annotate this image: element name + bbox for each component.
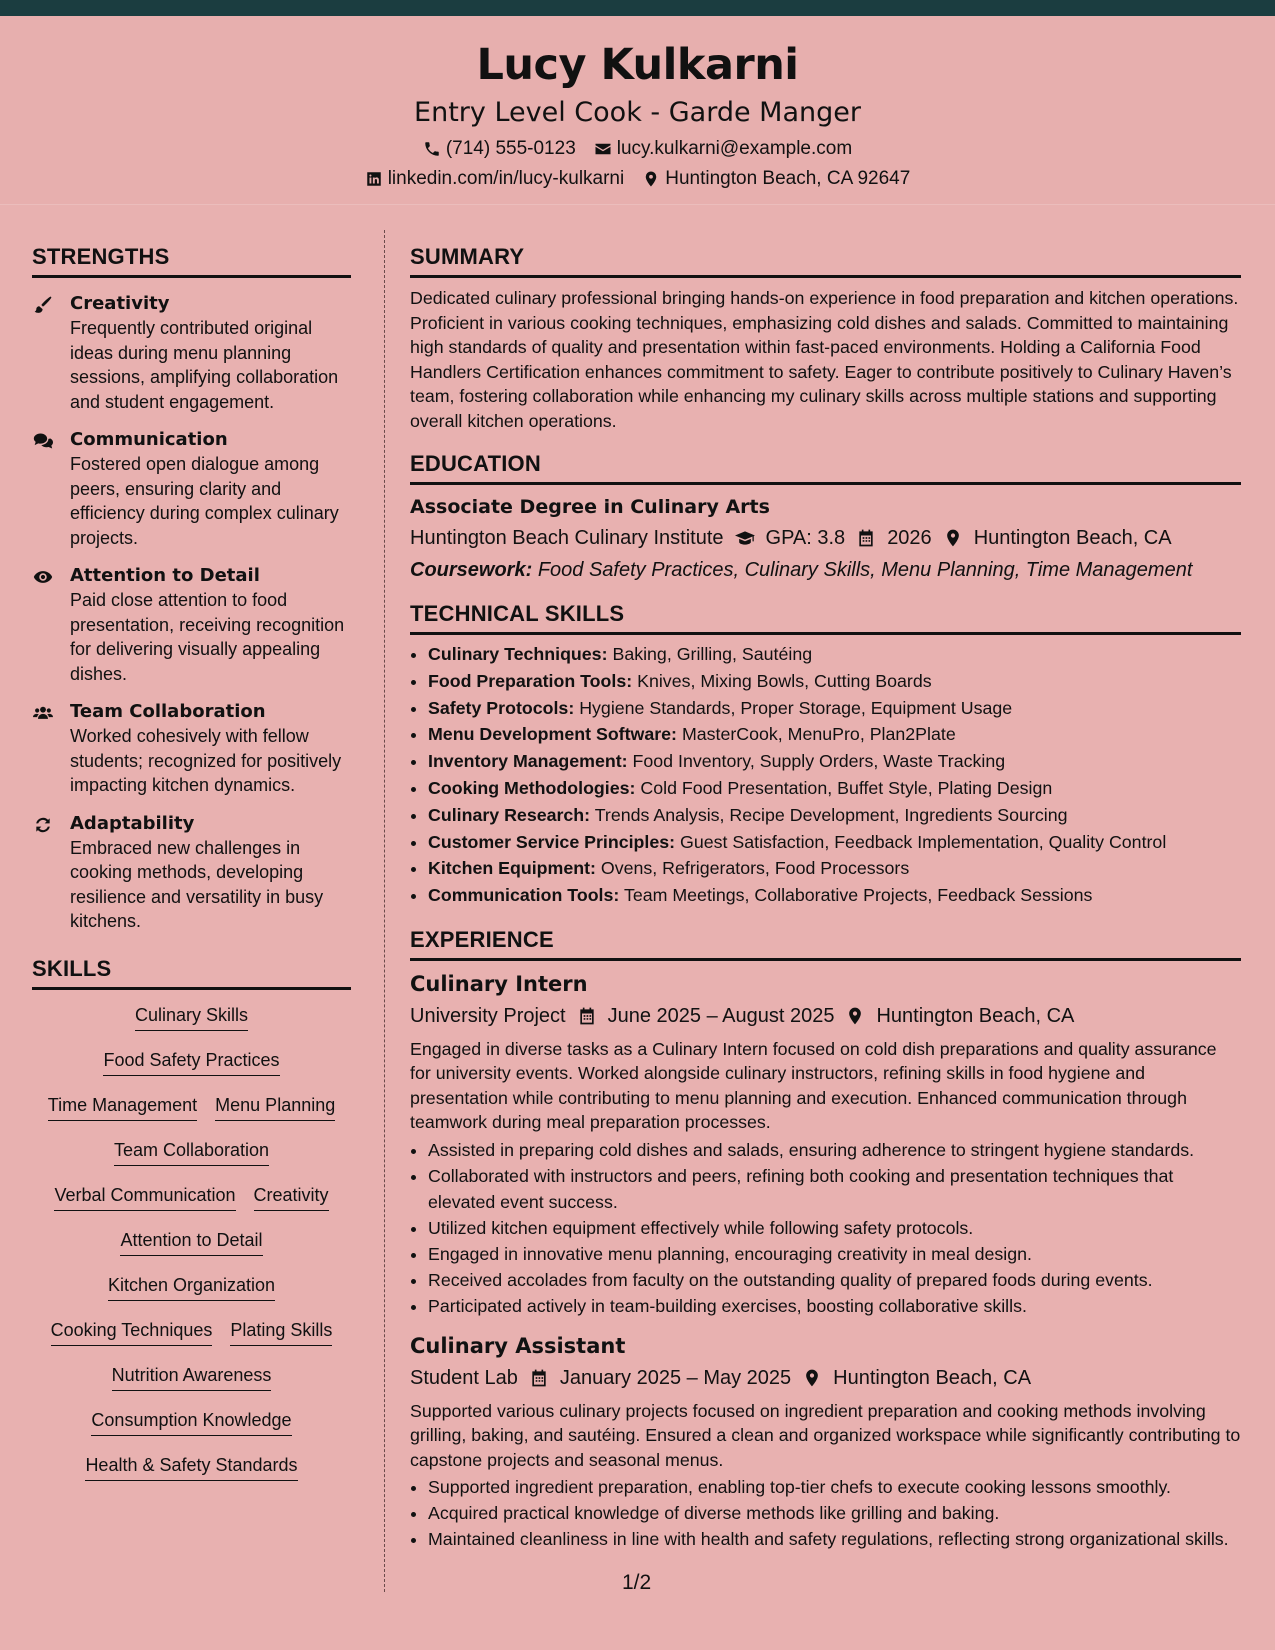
job-summary: Supported various culinary projects focused on ingredient preparation and cooking methods involving grilling, baking, and sautéing. Ensured a clean and organized workspace while significantly contributing to capstone projects and seasonal menus. xyxy=(410,1400,1241,1470)
skill-value: Cold Food Presentation, Buffet Style, Plating Design xyxy=(640,777,1053,798)
strength-text: Frequently contributed original ideas during menu planning sessions, amplifying collaboration and student engagement. xyxy=(70,318,339,412)
skills-row xyxy=(32,1409,351,1454)
left-column xyxy=(32,244,351,1499)
skill-tag: Consumption Knowledge xyxy=(91,1409,291,1436)
candidate-name: Lucy Kulkarni xyxy=(476,40,799,90)
skill-tag: Menu Planning xyxy=(215,1094,335,1121)
list-item: • Supported ingredient preparation, enabling top-tier chefs to execute cooking lessons smoothly. xyxy=(428,1474,1241,1500)
job-dates: January 2025 – May 2025 xyxy=(559,1366,792,1389)
eye-icon xyxy=(32,567,54,587)
skill-tag: Nutrition Awareness xyxy=(112,1364,272,1391)
page-number: 1/2 xyxy=(622,1571,652,1594)
strength-item xyxy=(32,428,351,550)
strength-text: Paid close attention to food presentation, receiving recognition for delivering visually appealing dishes. xyxy=(70,590,345,684)
right-column xyxy=(410,244,1241,1552)
job-org: University Project xyxy=(410,1004,566,1027)
coursework xyxy=(410,557,1241,583)
paintbrush-icon xyxy=(32,295,54,315)
list-item: • Collaborated with instructors and peers, refining both cooking and presentation techniques that elevated event success. xyxy=(428,1163,1241,1215)
location-text: Huntington Beach, CA 92647 xyxy=(665,168,911,190)
skills-row xyxy=(32,1364,351,1409)
refresh-icon xyxy=(32,815,54,835)
skill-value: Trends Analysis, Recipe Development, Ingredients Sourcing xyxy=(594,804,1068,825)
chat-bubbles-icon xyxy=(32,431,54,451)
linkedin-icon xyxy=(365,170,383,188)
skill-tag: Team Collaboration xyxy=(114,1139,269,1166)
strength-text: Fostered open dialogue among peers, ensuring clarity and efficiency during complex culinary projects. xyxy=(70,454,339,548)
gpa-text: GPA: 3.8 xyxy=(765,527,846,549)
strengths-heading: STRENGTHS xyxy=(32,244,351,278)
technical-list xyxy=(410,641,1241,909)
degree-title: Associate Degree in Culinary Arts xyxy=(410,496,770,518)
list-item xyxy=(428,855,1241,882)
job-title: Culinary Assistant xyxy=(410,1333,626,1358)
technical-section xyxy=(410,601,1241,909)
contact-row-2 xyxy=(0,167,1275,191)
graduation-cap-icon xyxy=(734,528,756,548)
envelope-icon xyxy=(594,140,612,158)
job-location: Huntington Beach, CA xyxy=(833,1366,1032,1389)
school-location: Huntington Beach, CA xyxy=(973,527,1172,549)
list-item xyxy=(428,695,1241,722)
skill-value: Team Meetings, Collaborative Projects, Feedback Sessions xyxy=(623,885,1093,906)
email-text[interactable]: lucy.kulkarni@example.com xyxy=(616,138,853,160)
skill-label: Cooking Methodologies: xyxy=(428,777,636,798)
list-item xyxy=(428,829,1241,856)
skill-value: Knives, Mixing Bowls, Cutting Boards xyxy=(637,670,932,691)
calendar-icon xyxy=(528,1368,550,1388)
skills-row xyxy=(32,1139,351,1184)
calendar-icon xyxy=(576,1006,598,1026)
list-item: • Received accolades from faculty on the outstanding quality of prepared foods during events. xyxy=(428,1267,1241,1293)
linkedin-text[interactable]: linkedin.com/in/lucy-kulkarni xyxy=(387,168,625,190)
graduation-year: 2026 xyxy=(887,527,932,549)
skill-value: Baking, Grilling, Sautéing xyxy=(612,644,813,664)
skill-label: Kitchen Equipment: xyxy=(428,858,596,879)
phone-icon xyxy=(423,140,441,158)
job-bullets xyxy=(410,1474,1241,1552)
strength-title: Communication xyxy=(70,429,228,450)
email-contact[interactable] xyxy=(594,137,852,161)
skill-tag: Time Management xyxy=(48,1094,197,1121)
summary-text: Dedicated culinary professional bringing hands-on experience in food preparation and kitchen operations. Proficient in various cooking techniques, emphasizing cold dishes and salads. Committed to maintaining high standards of quality and presentation within fast-paced environments. Holding a California Food Handlers Certification enhances commitment to safety. Eager to contribute positively to Culinary Haven’s team, fostering collaboration while enhancing my culinary skills across multiple stations and supporting overall kitchen operations. xyxy=(410,288,1239,431)
strength-title: Adaptability xyxy=(70,812,195,834)
users-icon xyxy=(32,703,54,723)
skill-value: Ovens, Refrigerators, Food Processors xyxy=(600,858,910,879)
map-pin-icon xyxy=(642,170,660,188)
experience-section xyxy=(410,927,1241,1553)
calendar-icon xyxy=(855,528,877,548)
strength-item xyxy=(32,292,351,414)
school-name: Huntington Beach Culinary Institute xyxy=(410,527,724,549)
list-item xyxy=(428,802,1241,829)
linkedin-contact[interactable] xyxy=(365,167,625,191)
strength-item xyxy=(32,700,351,798)
skill-label: Culinary Techniques: xyxy=(428,644,608,664)
coursework-text: Food Safety Practices, Culinary Skills, Menu Planning, Time Management xyxy=(537,559,1193,581)
skill-tag: Attention to Detail xyxy=(120,1229,262,1256)
strength-text: Worked cohesively with fellow students; recognized for positively impacting kitchen dynamics. xyxy=(70,726,342,795)
list-item xyxy=(428,668,1241,695)
skill-tag: Food Safety Practices xyxy=(103,1049,279,1076)
skill-value: MasterCook, MenuPro, Plan2Plate xyxy=(681,724,956,745)
list-item xyxy=(428,882,1241,909)
strength-item xyxy=(32,564,351,686)
skill-tag: Kitchen Organization xyxy=(108,1274,275,1301)
list-item: • Utilized kitchen equipment effectively while following safety protocols. xyxy=(428,1215,1241,1241)
skill-value: Food Inventory, Supply Orders, Waste Tracking xyxy=(632,751,1006,772)
contact-row-1 xyxy=(0,137,1275,161)
summary-heading: SUMMARY xyxy=(410,244,1241,278)
job-meta xyxy=(410,1365,1241,1391)
skill-tag: Cooking Techniques xyxy=(51,1319,213,1346)
list-item: • Acquired practical knowledge of diverse methods like grilling and baking. xyxy=(428,1500,1241,1526)
skill-label: Communication Tools: xyxy=(428,885,620,906)
list-item xyxy=(428,641,1241,668)
experience-heading: EXPERIENCE xyxy=(410,927,1241,961)
strength-text: Embraced new challenges in cooking methods, developing resilience and versatility in busy kitchens. xyxy=(70,837,324,931)
skills-row xyxy=(32,1049,351,1094)
job-meta xyxy=(410,1003,1241,1029)
location-contact xyxy=(642,167,910,191)
strength-item xyxy=(32,812,351,934)
resume-header xyxy=(0,16,1275,205)
skill-tag: Creativity xyxy=(254,1184,329,1211)
skills-row xyxy=(32,1184,351,1229)
education-section xyxy=(410,451,1241,583)
map-pin-icon xyxy=(801,1368,823,1388)
skill-label: Menu Development Software: xyxy=(428,724,677,745)
list-item: • Assisted in preparing cold dishes and salads, ensuring adherence to stringent hygiene standards. xyxy=(428,1137,1241,1163)
phone-text: (714) 555-0123 xyxy=(445,138,576,160)
list-item xyxy=(428,775,1241,802)
skill-tag: Health & Safety Standards xyxy=(85,1454,297,1481)
top-accent-bar xyxy=(0,0,1275,16)
job-title: Culinary Intern xyxy=(410,971,588,996)
list-item: • Maintained cleanliness in line with health and safety regulations, reflecting strong organizational skills. xyxy=(428,1526,1241,1552)
education-meta xyxy=(410,525,1241,551)
skill-value: Hygiene Standards, Proper Storage, Equipment Usage xyxy=(579,697,1013,718)
map-pin-icon xyxy=(942,528,964,548)
skills-row xyxy=(32,1319,351,1364)
skill-label: Culinary Research: xyxy=(428,804,591,825)
skills-row xyxy=(32,1229,351,1274)
skills-heading: SKILLS xyxy=(32,956,351,990)
skills-row xyxy=(32,1094,351,1139)
coursework-label: Coursework: xyxy=(410,559,533,581)
job-org: Student Lab xyxy=(410,1366,518,1389)
skill-tag: Plating Skills xyxy=(230,1319,332,1346)
skills-row xyxy=(32,1454,351,1499)
skills-row xyxy=(32,1004,351,1049)
job-dates: June 2025 – August 2025 xyxy=(607,1004,835,1027)
skill-tag: Verbal Communication xyxy=(54,1184,235,1211)
skill-label: Safety Protocols: xyxy=(428,697,575,718)
list-item xyxy=(428,748,1241,775)
skills-list xyxy=(32,1004,351,1499)
map-pin-icon xyxy=(844,1006,866,1026)
strength-title: Attention to Detail xyxy=(70,565,260,586)
strength-title: Team Collaboration xyxy=(70,701,266,722)
candidate-title: Entry Level Cook - Garde Manger xyxy=(414,97,861,128)
skills-row xyxy=(32,1274,351,1319)
education-heading: EDUCATION xyxy=(410,451,1241,485)
strength-title: Creativity xyxy=(70,293,170,314)
column-divider xyxy=(384,230,385,1592)
list-item: • Engaged in innovative menu planning, encouraging creativity in meal design. xyxy=(428,1241,1241,1267)
skill-label: Food Preparation Tools: xyxy=(428,670,633,691)
list-item xyxy=(428,721,1241,748)
skill-label: Inventory Management: xyxy=(428,751,628,772)
job-summary: Engaged in diverse tasks as a Culinary Intern focused on cold dish preparations and quality assurance for university events. Worked alongside culinary instructors, refining skills in food hygiene and presentation while contributing to menu planning and execution. Enhanced communication through teamwork during meal preparation processes. xyxy=(410,1038,1217,1133)
job-bullets xyxy=(410,1137,1241,1319)
job-location: Huntington Beach, CA xyxy=(876,1004,1075,1027)
technical-heading: TECHNICAL SKILLS xyxy=(410,601,1241,635)
list-item: • Participated actively in team-building exercises, boosting collaborative skills. xyxy=(428,1293,1241,1319)
skill-value: Guest Satisfaction, Feedback Implementation, Quality Control xyxy=(680,831,1167,852)
skill-label: Customer Service Principles: xyxy=(428,831,676,852)
phone-contact xyxy=(423,137,576,161)
skill-tag: Culinary Skills xyxy=(135,1004,248,1031)
